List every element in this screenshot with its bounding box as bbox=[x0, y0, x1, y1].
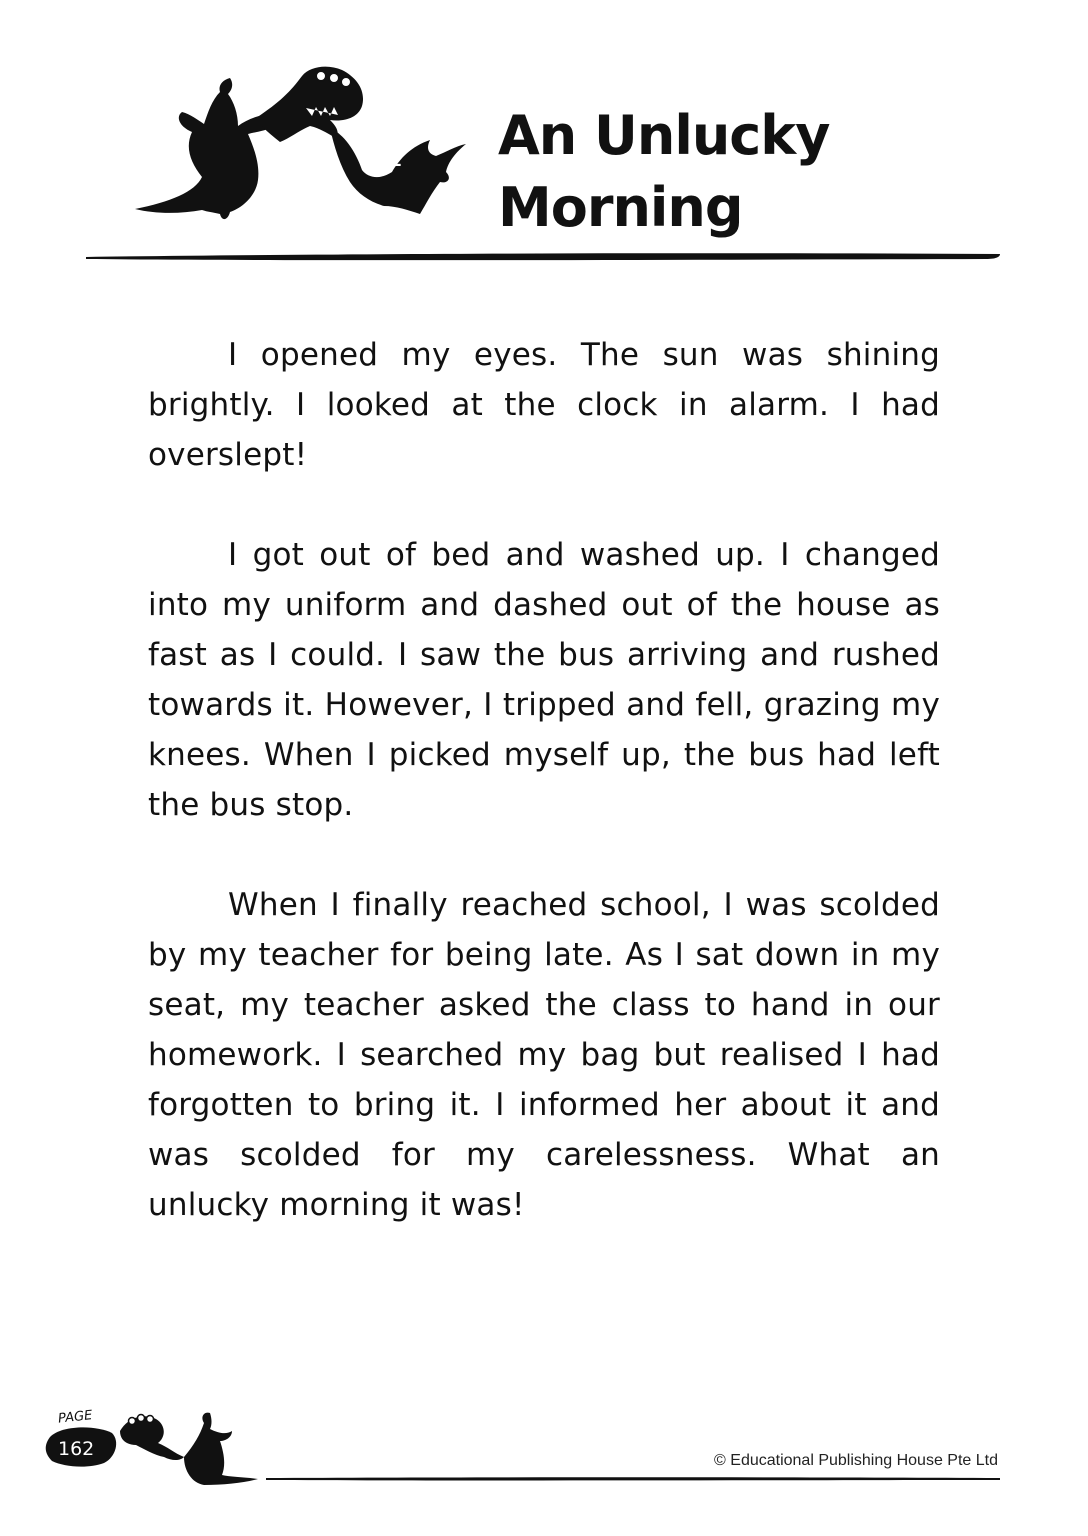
monsters-silhouette-icon bbox=[130, 62, 475, 222]
header-divider bbox=[86, 248, 1000, 264]
page-title bbox=[498, 100, 829, 244]
footer-divider bbox=[86, 1474, 1000, 1484]
eye-1 bbox=[316, 71, 326, 81]
chapter-number: 81 bbox=[370, 143, 404, 173]
eye-3 bbox=[341, 77, 351, 87]
footer-eye-2 bbox=[138, 1415, 145, 1422]
copyright-notice: © Educational Publishing House Pte Ltd bbox=[714, 1452, 998, 1469]
page-number: 162 bbox=[58, 1438, 95, 1460]
title-line-1: An Unlucky bbox=[498, 104, 830, 167]
story-paragraph-3: When I finally reached school, I was scolded by my teacher for being late. As I sat down in my seat, my teacher asked the class to hand in our homework. I searched my bag but realised I had forgotten to bring it. I informed her about it and was scolded for my carelessness. What an unlucky morning it was! bbox=[148, 887, 940, 1223]
footer-eye-3 bbox=[147, 1416, 154, 1423]
eye-2 bbox=[329, 73, 339, 83]
story-body bbox=[148, 330, 940, 1280]
story-paragraph-1: I opened my eyes. The sun was shining brightly. I looked at the clock in alarm. I had overslept! bbox=[148, 337, 940, 473]
page-label: PAGE bbox=[57, 1408, 94, 1427]
title-line-2: Morning bbox=[498, 176, 743, 239]
story-paragraph-2: I got out of bed and washed up. I changed into my uniform and dashed out of the house as fast as I could. I saw the bus arriving and rushed towards it. However, I tripped and fell, grazing my knees. When I picked myself up, the bus had left the bus stop. bbox=[148, 537, 940, 823]
footer-eye-1 bbox=[129, 1418, 136, 1425]
winged-monster-shape bbox=[135, 78, 280, 219]
